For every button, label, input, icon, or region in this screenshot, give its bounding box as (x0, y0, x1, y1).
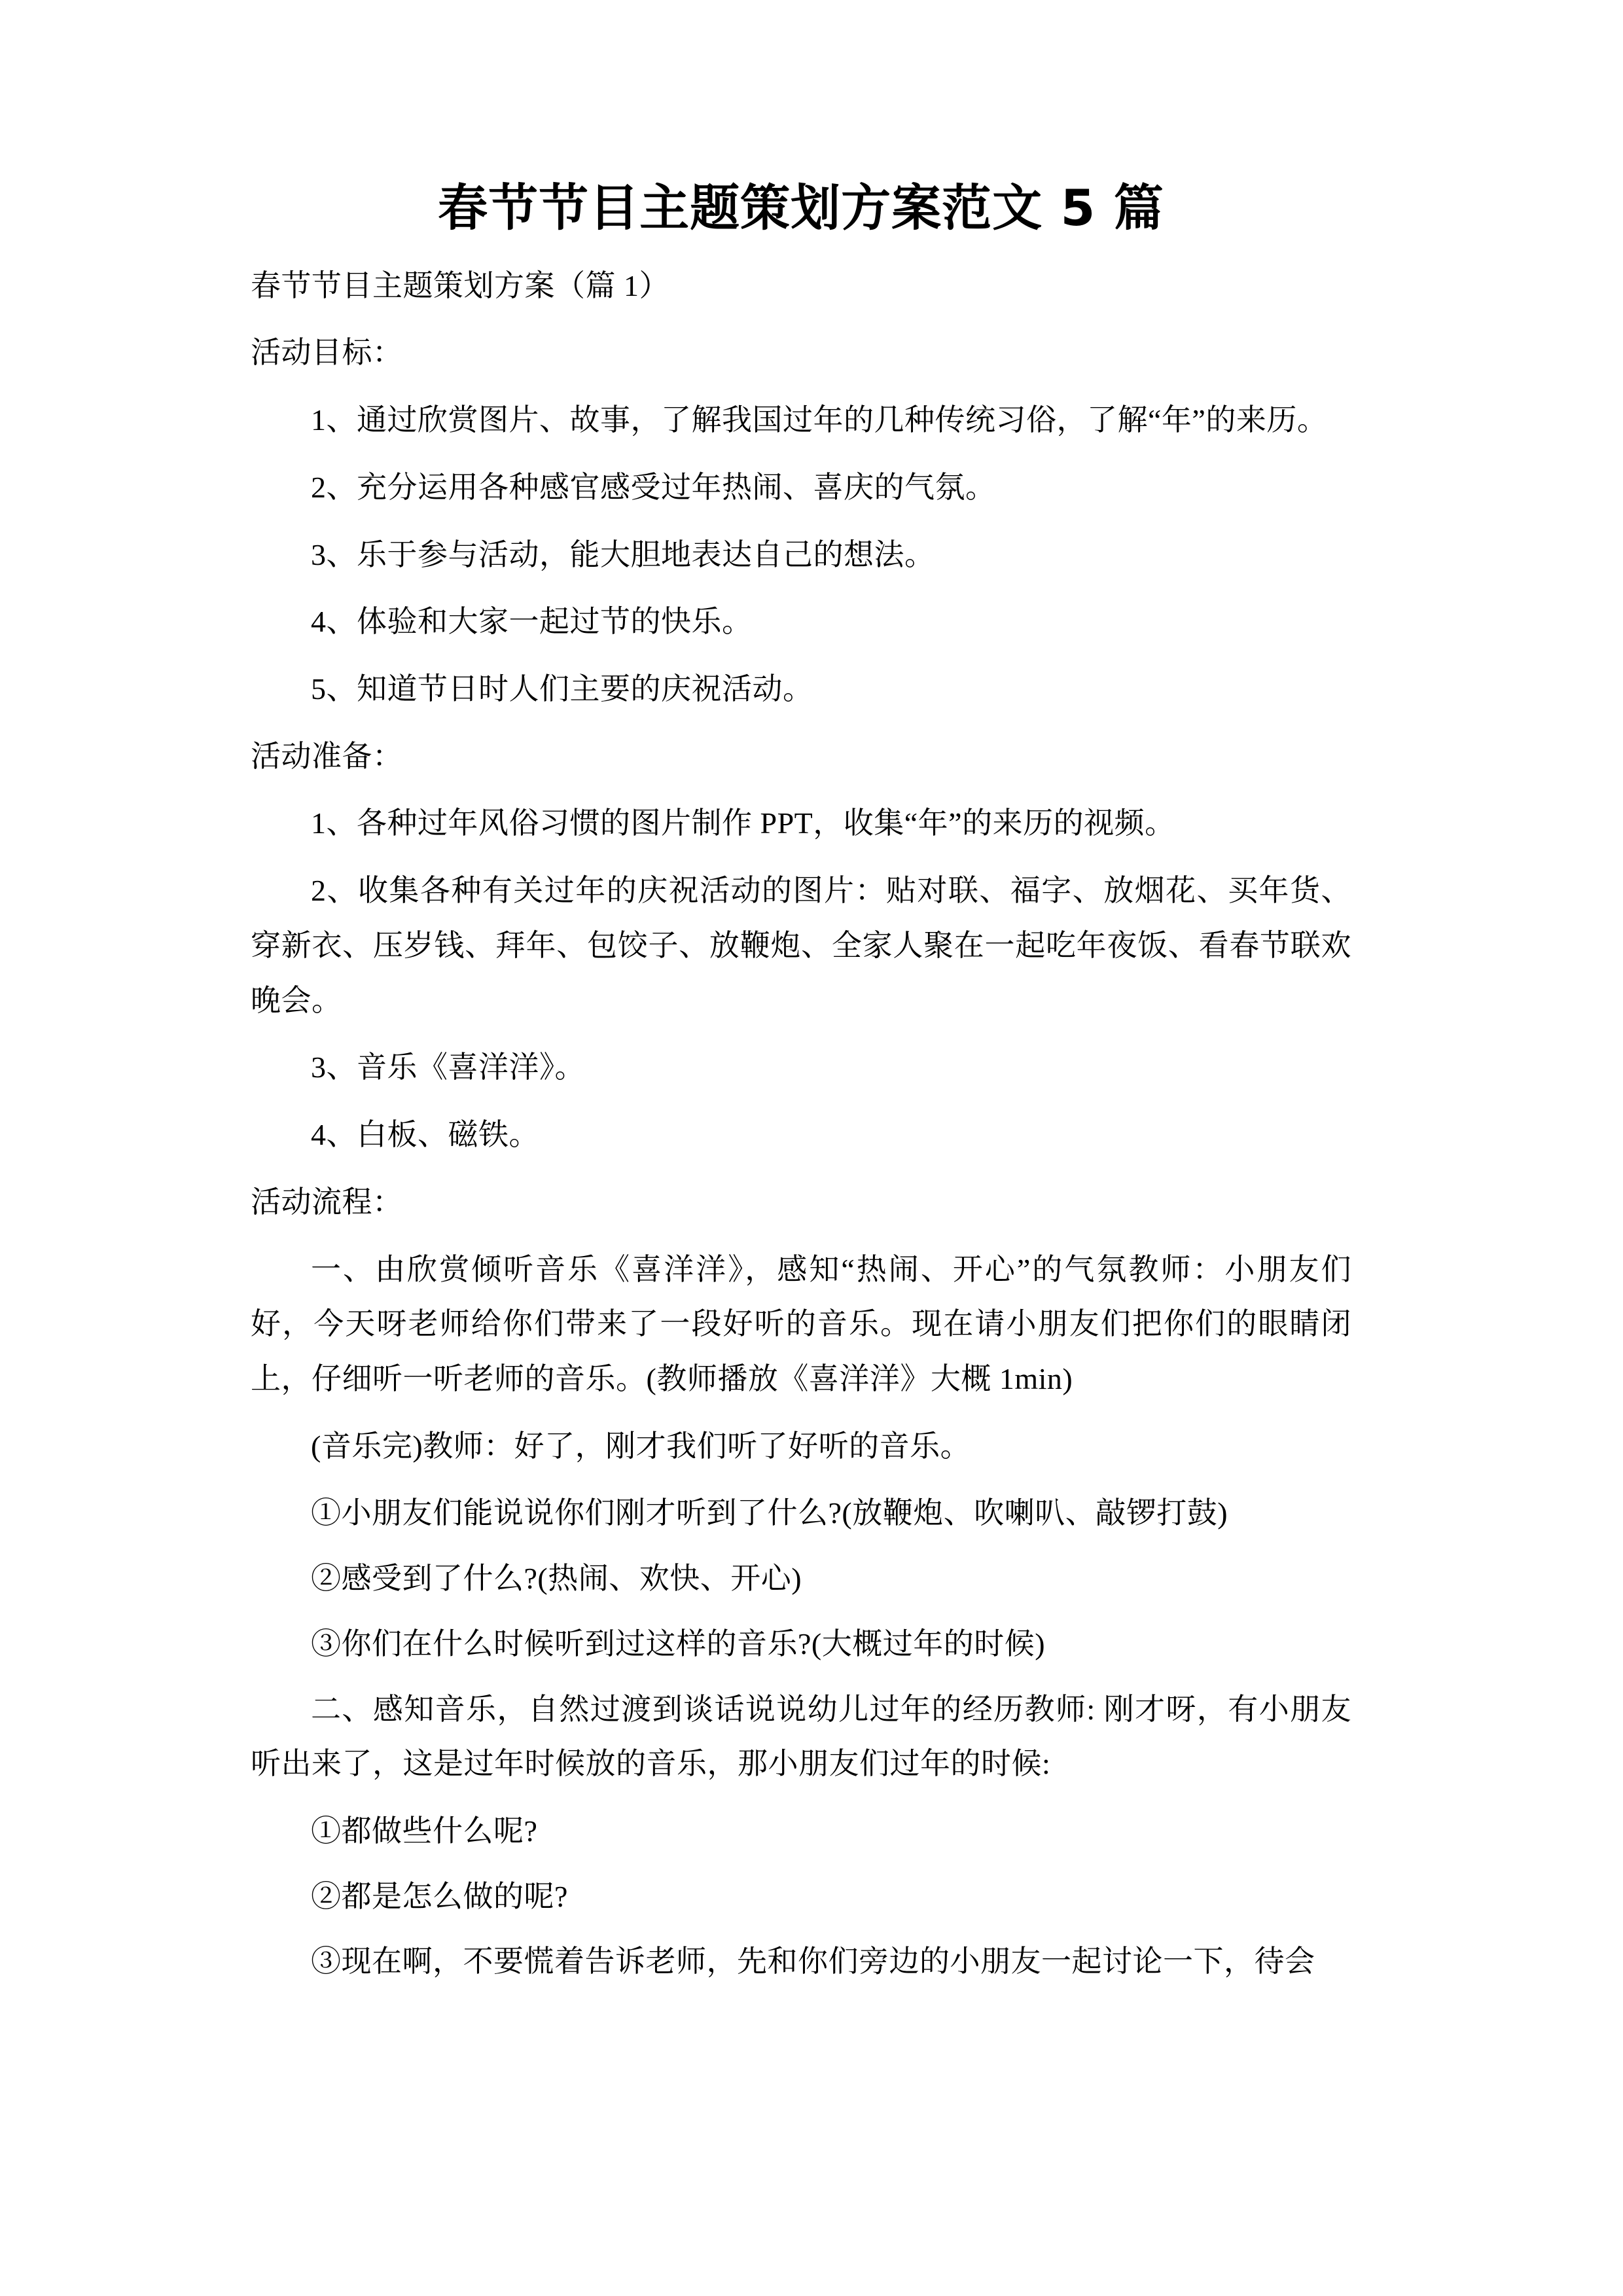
flow-one-question-2: ②感受到了什么?(热闹、欢快、开心) (311, 1562, 802, 1596)
flow-step-one-teacher-line: (音乐完)教师：好了，刚才我们听了好听的音乐。 (311, 1429, 971, 1463)
flow-two-question-3: ③现在啊，不要慌着告诉老师，先和你们旁边的小朋友一起讨论一下，待会 (311, 1945, 1315, 1979)
flow-one-question-1: ①小朋友们能说说你们刚才听到了什么?(放鞭炮、吹喇叭、敲锣打鼓) (311, 1496, 1228, 1530)
page-title: 春节节目主题策划方案范文 5 篇 (438, 179, 1164, 237)
flow-two-question-2: ②都是怎么做的呢? (311, 1879, 568, 1913)
goal-item-1: 1、通过欣赏图片、故事，了解我国过年的几种传统习俗，了解“年”的来历。 (311, 403, 1328, 437)
document-subtitle: 春节节目主题策划方案（篇 1） (251, 268, 669, 302)
preparation-item-3: 3、音乐《喜洋洋》。 (311, 1050, 585, 1085)
flow-two-question-1: ①都做些什么呢? (311, 1814, 538, 1848)
heading-activity-preparation: 活动准备： (251, 739, 403, 773)
document-content (251, 178, 1351, 2000)
preparation-item-4: 4、白板、磁铁。 (311, 1118, 539, 1152)
flow-step-one: 一、由欣赏倾听音乐《喜洋洋》，感知“热闹、开心”的气氛教师：小朋友们好，今天呀老师给你们带来了一段好听的音乐。现在请小朋友们把你们的眼睛闭上，仔细听一听老师的音乐。(教师播放《喜洋洋》大概 1min) (251, 1252, 1351, 1395)
flow-one-question-3: ③你们在什么时候听到过这样的音乐?(大概过年的时候) (311, 1626, 1046, 1660)
preparation-item-1: 1、各种过年风俗习惯的图片制作 PPT，收集“年”的来历的视频。 (311, 806, 1175, 840)
goal-item-3: 3、乐于参与活动，能大胆地表达自己的想法。 (311, 537, 935, 571)
goal-item-5: 5、知道节日时人们主要的庆祝活动。 (311, 672, 813, 706)
heading-activity-flow: 活动流程： (251, 1185, 403, 1219)
goal-item-2: 2、充分运用各种感官感受过年热闹、喜庆的气氛。 (311, 470, 996, 504)
goal-item-4: 4、体验和大家一起过节的快乐。 (311, 605, 753, 639)
preparation-item-2: 2、收集各种有关过年的庆祝活动的图片：贴对联、福字、放烟花、买年货、穿新衣、压岁钱、拜年、包饺子、放鞭炮、全家人聚在一起吃年夜饭、看春节联欢晚会。 (251, 874, 1351, 1017)
heading-activity-goals: 活动目标： (251, 336, 403, 370)
flow-step-two: 二、感知音乐，自然过渡到谈话说说幼儿过年的经历教师: 刚才呀，有小朋友听出来了，这是过年时候放的音乐，那小朋友们过年的时候: (251, 1692, 1351, 1781)
